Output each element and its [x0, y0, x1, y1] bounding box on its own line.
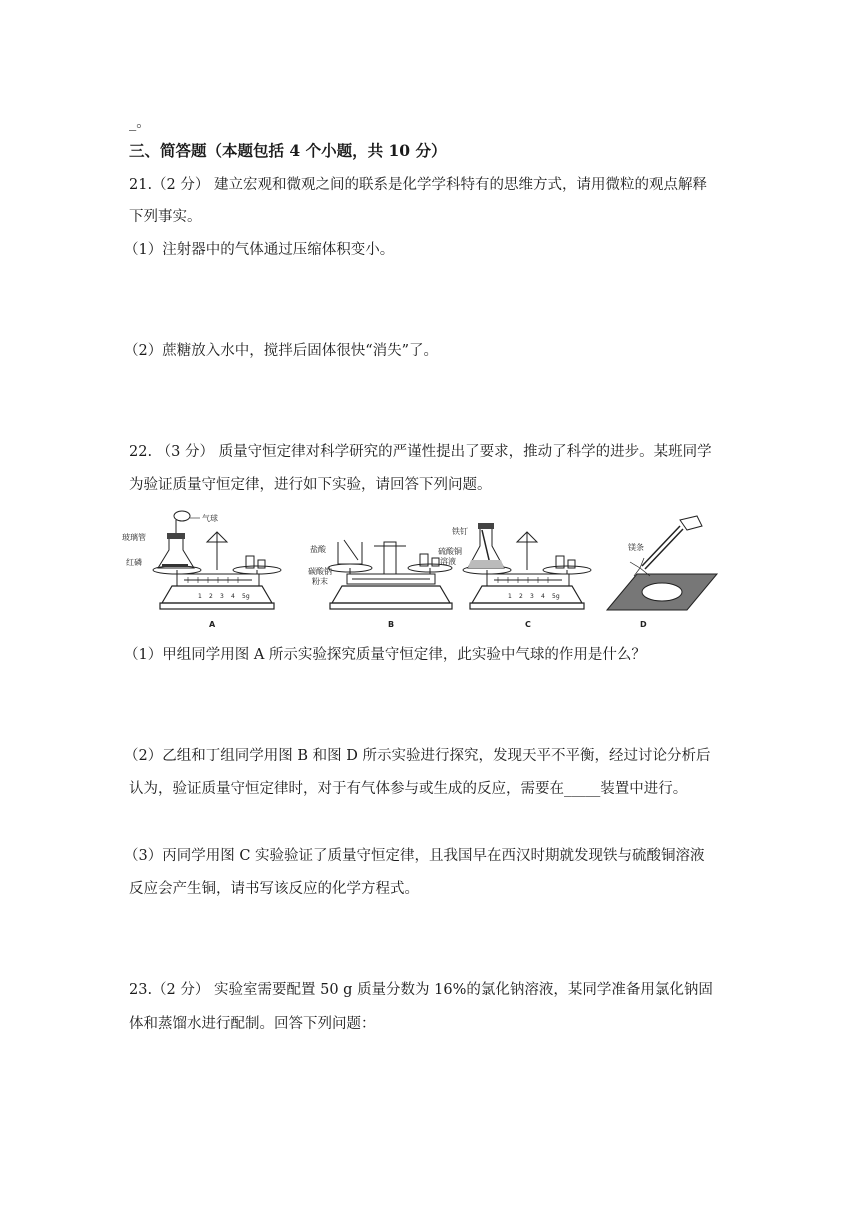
q23-stem-line2: 体和蒸馏水进行配制。回答下列问题： — [129, 1016, 376, 1032]
label-balloon: 气球 — [202, 514, 218, 523]
caption-a: A — [209, 620, 216, 629]
scale-tick-c-0: 1 — [508, 593, 512, 600]
scale-tick-a-4: 5g — [242, 593, 250, 600]
caption-c: C — [525, 620, 531, 629]
figure-c — [438, 523, 591, 629]
q21-stem-line1: 21.（2 分） 建立宏观和微观之间的联系是化学学科特有的思维方式，请用微粒的观点解释 — [129, 177, 707, 193]
q22-stem-line1: 22. （3 分） 质量守恒定律对科学研究的严谨性提出了要求，推动了科学的进步。某班同学 — [129, 444, 712, 460]
q21-sub1: （1）注射器中的气体通过压缩体积变小。 — [124, 242, 395, 258]
experiment-figure-svg — [122, 508, 742, 633]
label-iron-nail: 铁钉 — [452, 527, 468, 536]
q22-sub3-line2: 反应会产生铜，请书写该反应的化学方程式。 — [129, 881, 419, 897]
label-sodium-carbonate: 碳酸钠 — [308, 567, 332, 576]
figure-b — [308, 540, 452, 629]
q22-sub2-line2: 认为，验证质量守恒定律时，对于有气体参与或生成的反应，需要在_____装置中进行。 — [129, 781, 688, 797]
scale-tick-c-1: 2 — [519, 593, 523, 600]
q21-stem-line2: 下列事实。 — [129, 209, 202, 225]
q21-sub2: （2）蔗糖放入水中，搅拌后固体很快“消失”了。 — [124, 343, 439, 359]
q22-sub3-line1: （3）丙同学用图 C 实验验证了质量守恒定律，且我国早在西汉时期就发现铁与硫酸铜溶液 — [124, 848, 705, 864]
experiment-figure — [122, 508, 742, 633]
scale-tick-a-3: 4 — [231, 593, 235, 600]
label-red-phosphorus: 红磷 — [126, 558, 142, 567]
scale-tick-c-3: 4 — [541, 593, 545, 600]
q22-sub2-line1: （2）乙组和丁组同学用图 B 和图 D 所示实验进行探究，发现天平不平衡，经过讨论分析后 — [124, 748, 711, 764]
label-glass-tube: 玻璃管 — [122, 533, 146, 542]
previous-answer-fragment: _。 — [129, 115, 151, 131]
scale-tick-a-1: 2 — [209, 593, 213, 600]
label-hydrochloric-acid: 盐酸 — [310, 545, 326, 554]
q23-stem-line1: 23.（2 分） 实验室需要配置 50 g 质量分数为 16%的氯化钠溶液，某同学准备用氯化钠固 — [129, 982, 713, 998]
caption-b: B — [388, 620, 395, 629]
q22-sub1: （1）甲组同学用图 A 所示实验探究质量守恒定律，此实验中气球的作用是什么？ — [124, 647, 646, 663]
figure-d — [607, 516, 717, 629]
scale-tick-a-2: 3 — [220, 593, 224, 600]
figure-a — [122, 511, 281, 629]
label-powder: 粉末 — [312, 577, 328, 586]
label-magnesium-strip: 镁条 — [628, 543, 644, 552]
label-solution: 溶液 — [440, 557, 456, 566]
section-title: 三、简答题（本题包括 4 个小题，共 10 分） — [129, 141, 447, 160]
caption-d: D — [640, 620, 647, 629]
q22-stem-line2: 为验证质量守恒定律，进行如下实验，请回答下列问题。 — [129, 477, 492, 493]
scale-tick-c-4: 5g — [552, 593, 560, 600]
label-copper-sulfate: 硫酸铜 — [438, 547, 462, 556]
scale-tick-a-0: 1 — [198, 593, 202, 600]
scale-tick-c-2: 3 — [530, 593, 534, 600]
